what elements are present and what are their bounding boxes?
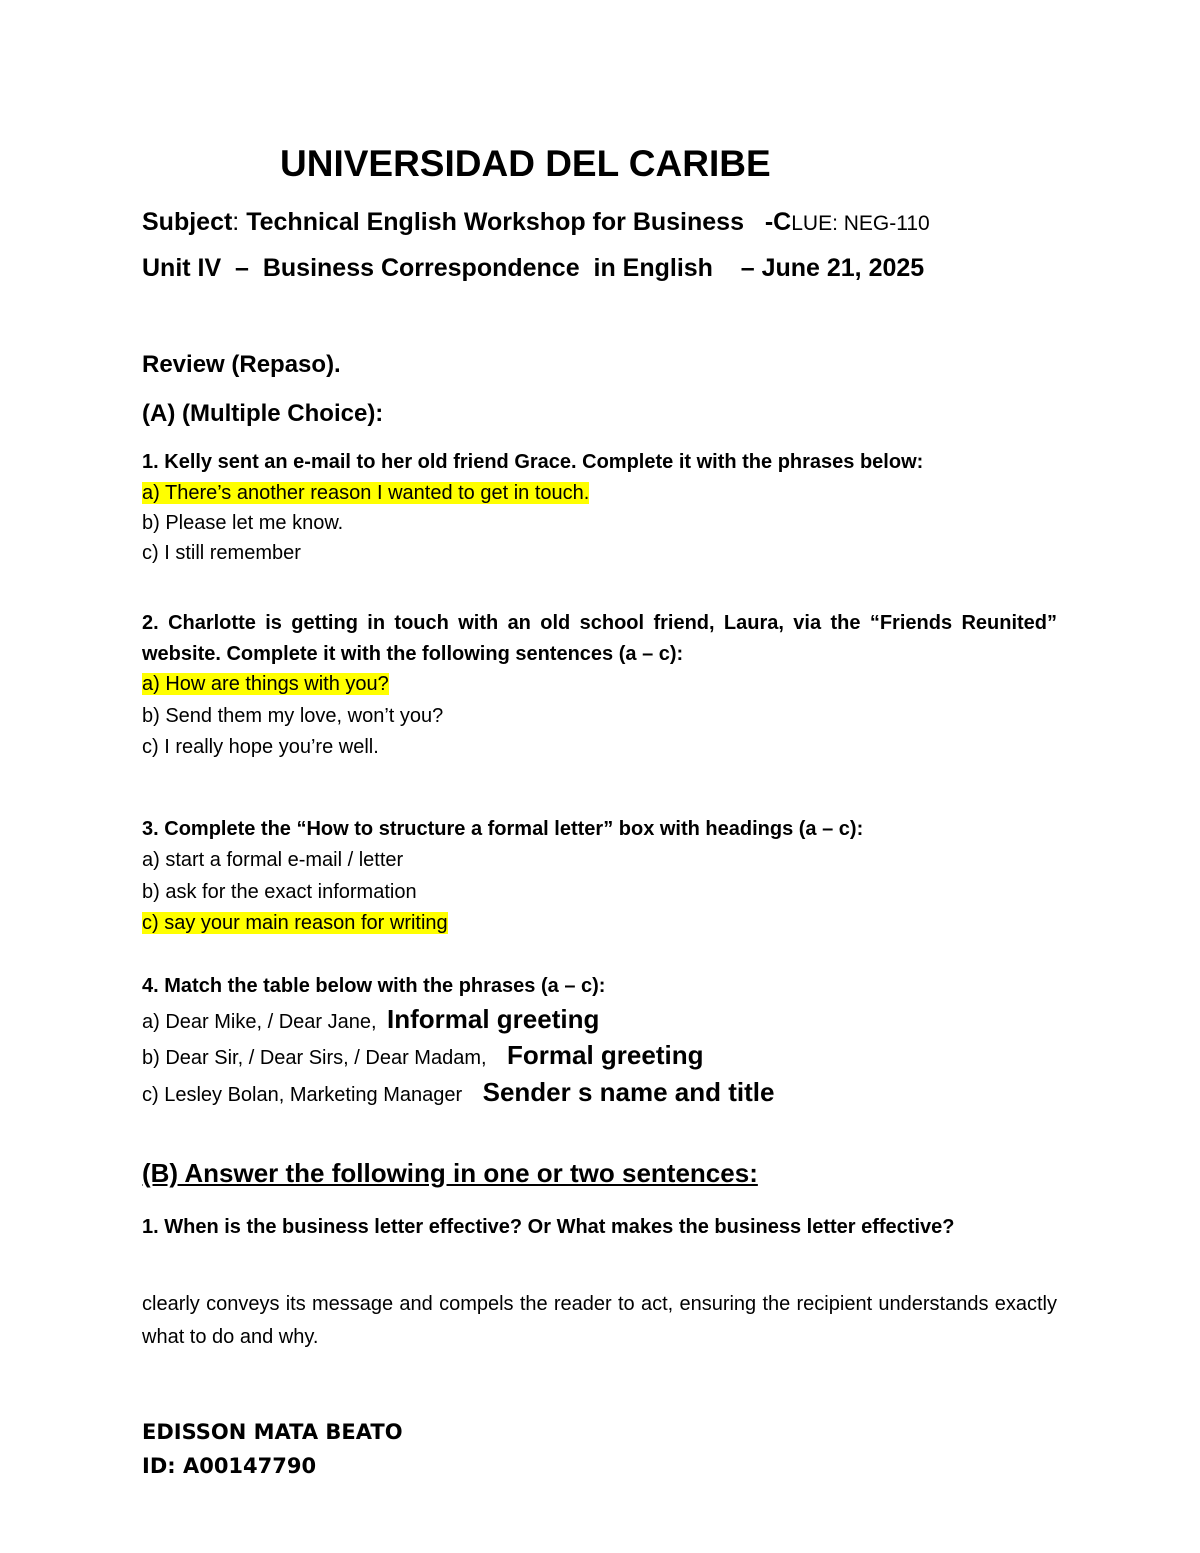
clue-code: LUE: NEG-110 xyxy=(791,212,930,235)
q4-prompt xyxy=(142,975,605,998)
unit-text: Unit IV – Business Correspondence in English – June 21, 2025 xyxy=(142,254,925,282)
q1-option-a-highlight: a) There’s another reason I wanted to get in touch. xyxy=(142,482,590,504)
q1-option-a xyxy=(142,482,589,505)
b1-prompt xyxy=(142,1211,1057,1244)
b1-text: When is the business letter effective? Or What makes the business letter effective? xyxy=(164,1216,955,1238)
q3-text: Complete the “How to structure a formal letter” box with headings (a – c): xyxy=(164,818,864,840)
q4-number: 4. xyxy=(142,975,159,997)
clue-dash: -C xyxy=(764,208,792,236)
subject-line xyxy=(142,208,930,237)
q3-option-c xyxy=(142,912,448,935)
q4-option-c-answer: Sender s name and title xyxy=(482,1077,775,1107)
q3-number: 3. xyxy=(142,818,159,840)
q2-text: Charlotte is getting in touch with an old school friend, Laura, via the “Friends Reunited” website. Complete it with the following sentences (a – c): xyxy=(142,612,1057,665)
university-title: UNIVERSIDAD DEL CARIBE xyxy=(280,143,771,184)
q3-option-b: b) ask for the exact information xyxy=(142,881,417,903)
q2-number: 2. xyxy=(142,612,159,634)
q2-option-a xyxy=(142,673,389,696)
q2-option-a-highlight: a) How are things with you? xyxy=(142,673,389,695)
subject-label: Subject xyxy=(142,208,233,236)
q4-option-a-text: a) Dear Mike, / Dear Jane, xyxy=(142,1011,377,1033)
q3-option-c-highlight: c) say your main reason for writing xyxy=(142,912,448,934)
q4-option-b-text: b) Dear Sir, / Dear Sirs, / Dear Madam, xyxy=(142,1047,487,1069)
student-id: ID: A00147790 xyxy=(142,1454,317,1478)
q4-option-c xyxy=(142,1077,774,1108)
q2-option-c: c) I really hope you’re well. xyxy=(142,736,379,758)
b1-number: 1. xyxy=(142,1216,159,1238)
q4-option-a-answer: Informal greeting xyxy=(386,1004,600,1034)
subject-colon: : xyxy=(232,208,240,236)
student-name: EDISSON MATA BEATO xyxy=(142,1420,403,1444)
section-b-heading: (B) Answer the following in one or two sentences: xyxy=(142,1158,758,1188)
q1-text: Kelly sent an e-mail to her old friend Grace. Complete it with the phrases below: xyxy=(164,451,924,473)
q3-option-a: a) start a formal e-mail / letter xyxy=(142,849,404,871)
subject-text: Technical English Workshop for Business xyxy=(246,208,744,236)
q4-text: Match the table below with the phrases (a – c): xyxy=(164,975,606,997)
q2-prompt xyxy=(142,608,1057,670)
review-heading: Review (Repaso). xyxy=(142,351,341,378)
q4-option-b-answer: Formal greeting xyxy=(507,1040,704,1070)
q4-option-b xyxy=(142,1040,703,1071)
q3-prompt xyxy=(142,818,863,841)
q1-number: 1. xyxy=(142,451,159,473)
q4-option-a xyxy=(142,1004,599,1035)
section-a-heading: (A) (Multiple Choice): xyxy=(142,400,384,427)
q4-option-c-text: c) Lesley Bolan, Marketing Manager xyxy=(142,1084,463,1106)
q1-prompt xyxy=(142,451,923,474)
q2-option-b: b) Send them my love, won’t you? xyxy=(142,705,444,727)
q1-option-b: b) Please let me know. xyxy=(142,512,344,534)
unit-line xyxy=(142,254,924,283)
q1-option-c: c) I still remember xyxy=(142,542,301,564)
b1-answer: clearly conveys its message and compels the reader to act, ensuring the recipient understands exactly what to do and why. xyxy=(142,1293,1057,1348)
